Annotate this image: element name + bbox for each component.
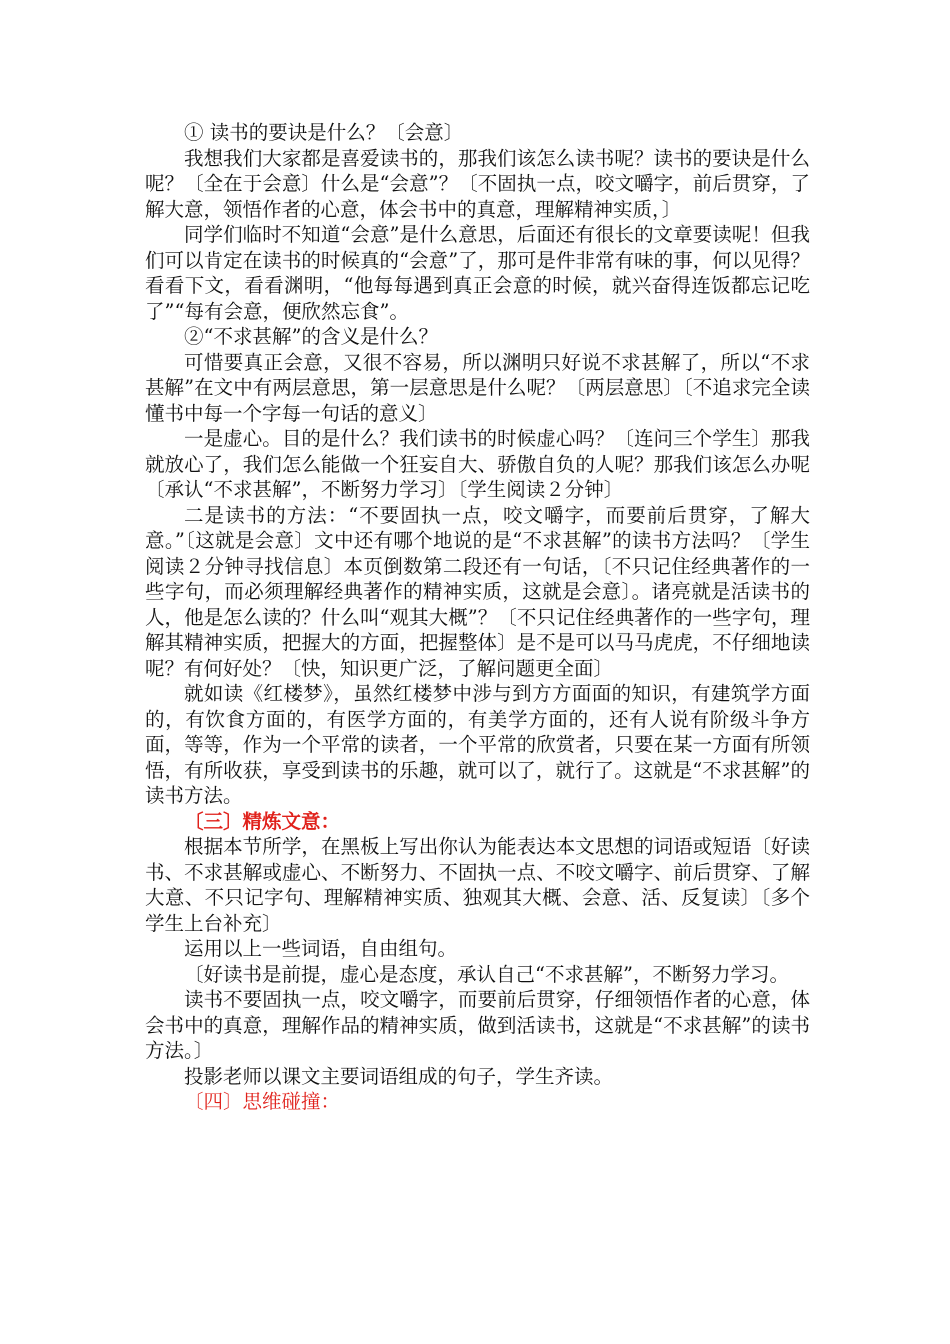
paragraph-modesty: 一是虚心。目的是什么？我们读书的时候虚心吗？〔连问三个学生〕那我就放心了，我们怎么能做一个狂妄自大、骄傲自负的人呢？那我们该怎么办呢〔承认“不求甚解”，不断努力学习〕〔学生阅读２分钟〕 [145,427,810,501]
paragraph-huiyi-meaning: 同学们临时不知道“会意”是什么意思，后面还有很长的文章要读呢！但我们可以肯定在读书的时候真的“会意”了，那可是件非常有味的事，何以见得？看看下文，看看渊明，“他每每遇到真正会意的时候，就兴奋得连饭都忘记吃了”“每有会意，便欣然忘食”。 [145,223,810,323]
paragraph-make-sentences: 运用以上一些词语，自由组句。 [184,937,458,960]
question-1: ① 读书的要诀是什么？〔会意〕 [184,121,464,144]
question-2: ②“不求甚解”的含义是什么？ [184,325,438,348]
paragraph-reading-key: 我想我们大家都是喜爱读书的，那我们该怎么读书呢？读书的要诀是什么呢？〔全在于会意〕什么是“会意”？〔不固执一点，咬文嚼字，前后贯穿，了解大意，领悟作者的心意，体会书中的真意，理解精神实质，〕 [145,146,810,221]
section-heading-3: 〔三〕精炼文意： [184,809,341,833]
section-heading-4: 〔四〕思维碰撞： [184,1090,341,1113]
document-body [145,120,810,1115]
paragraph-projection: 投影老师以课文主要词语组成的句子，学生齐读。 [184,1064,614,1088]
paragraph-premise: 〔好读书是前提，虚心是态度，承认自己“不求甚解”，不断努力学习。 [184,962,789,986]
paragraph-two-meanings: 可惜要真正会意，又很不容易，所以渊明只好说不求甚解了，所以“不求甚解”在文中有两层意思，第一层意思是什么呢？〔两层意思〕〔不追求完全读懂书中每一个字每一句话的意义〕 [145,350,810,425]
paragraph-blackboard-words: 根据本节所学，在黑板上写出你认为能表达本文思想的词语或短语〔好读书、不求甚解或虚心、不断努力、不固执一点、不咬文嚼字、前后贯穿、了解大意、不只记字句、理解精神实质、独观其大概、会意、活、反复读〕〔多个学生上台补充〕 [145,835,810,935]
paragraph-reading-method: 二是读书的方法：“不要固执一点，咬文嚼字，而要前后贯穿，了解大意。”〔这就是会意〕文中还有哪个地说的是“不求甚解”的读书方法吗？〔学生阅读２分钟寻找信息〕本页倒数第二段还有一句话，〔不只记住经典著作的一些字句，而必须理解经典著作的精神实质，这就是会意〕。诸亮就是活读书的人，他是怎么读的？什么叫“观其大概”？〔不只记住经典著作的一些字句，理解其精神实质，把握大的方面，把握整体〕是不是可以马马虎虎，不仔细地读呢？有何好处？〔快，知识更广泛，了解问题更全面〕 [145,503,810,680]
paragraph-honglou-example: 就如读《红楼梦》，虽然红楼梦中涉与到方方面面的知识，有建筑学方面的，有饮食方面的，有医学方面的，有美学方面的，还有人说有阶级斗争方面，等等，作为一个平常的读者，一个平常的欣赏者，只要在某一方面有所领悟，有所收获，享受到读书的乐趣，就可以了，就行了。这就是“不求甚解”的读书方法。 [145,682,810,807]
paragraph-method-summary: 读书不要固执一点，咬文嚼字，而要前后贯穿，仔细领悟作者的心意，体会书中的真意，理解作品的精神实质，做到活读书，这就是“不求甚解”的读书方法。〕 [145,988,810,1062]
